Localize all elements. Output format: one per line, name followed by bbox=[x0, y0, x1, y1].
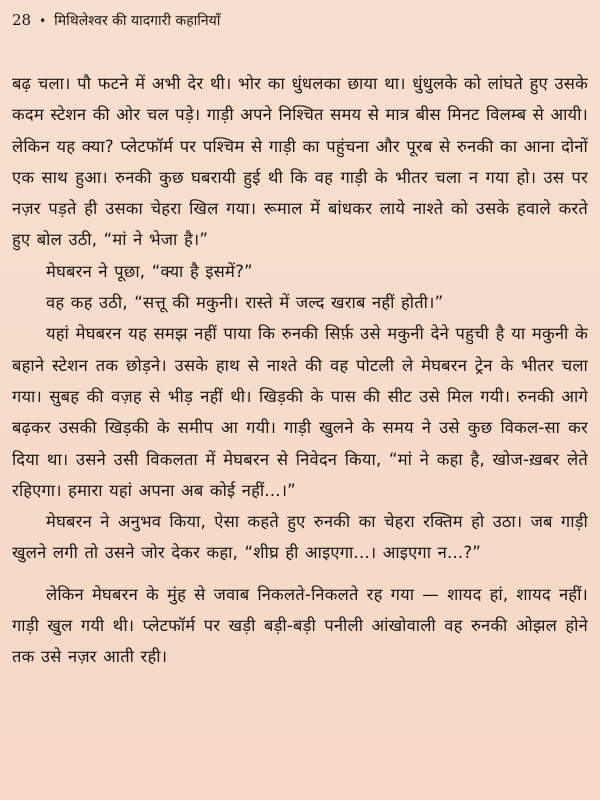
paragraph-3: वह कह उठी, “सत्तू की मकुनी। रास्ते में जल्द खराब नहीं होती।” bbox=[46, 293, 444, 313]
header-separator: • bbox=[39, 14, 47, 28]
story-text bbox=[12, 68, 588, 673]
book-title: मिथिलेश्वर की यादगारी कहानियाँ bbox=[54, 13, 221, 29]
paragraph-4: यहां मेघबरन यह समझ नहीं पाया कि रुनकी सिर्फ़ उसे मकुनी देने पहुची है या मकुनी के बहाने स्टेशन तक छोड़ने। उसके हाथ से नाश्ते की वह पोटली ले मेघबरन ट्रेन के भीतर चला गया। सुबह की वज़ह से भीड़ नहीं थी। खिड़की के पास की सीट उसे मिल गयी। रुनकी आगे बढ़कर उसकी खिड़की के समीप आ गयी। गाड़ी खुलने के समय ने उसे कुछ विकल-सा कर दिया था। उसने उसी विकलता में मेघबरन से निवेदन किया, “मां ने कहा है, खोज-ख़बर लेते रहिएगा। हमारा यहां अपना अब कोई नहीं...।” bbox=[12, 324, 588, 500]
paragraph-2: मेघबरन ने पूछा, “क्या है इसमें?” bbox=[46, 261, 253, 281]
running-header bbox=[12, 10, 588, 34]
paragraph-1: बढ़ चला। पौ फटने में अभी देर थी। भोर का धुंधलका छाया था। धुंधुलके को लांघते हुए उसके कदम स्टेशन की ओर चल पड़े। गाड़ी अपने निश्चित समय से मात्र बीस मिनट विलम्ब से आयी। लेकिन यह क्या? प्लेटफॉर्म पर पश्चिम से गाड़ी का पहुंचना और पूरब से रुनकी का आना दोनों एक साथ हुआ। रुनकी कुछ घबरायी हुई थी कि वह गाड़ी के भीतर चला न गया हो। उस पर नज़र पड़ते ही उसका चेहरा खिल गया। रूमाल में बांधकर लाये नाश्ते को उसके हवाले करते हुए बोल उठी, “मां ने भेजा है।” bbox=[12, 74, 589, 250]
paragraph-6: लेकिन मेघबरन के मुंह से जवाब निकलते-निकलते रह गया — शायद हां, शायद नहीं। गाड़ी खुल गयी थी। प्लेटफॉर्म पर खड़ी बड़ी-बड़ी पनीली आंखोवाली वह रुनकी ओझल होने तक उसे नज़र आती रही। bbox=[12, 584, 588, 667]
paragraph-5: मेघबरन ने अनुभव किया, ऐसा कहते हुए रुनकी का चेहरा रक्तिम हो उठा। जब गाड़ी खुलने लगी तो उसने जोर देकर कहा, “शीघ्र ही आइएगा...। आइएगा न...?” bbox=[12, 512, 588, 563]
page-number: 28 bbox=[12, 11, 32, 29]
